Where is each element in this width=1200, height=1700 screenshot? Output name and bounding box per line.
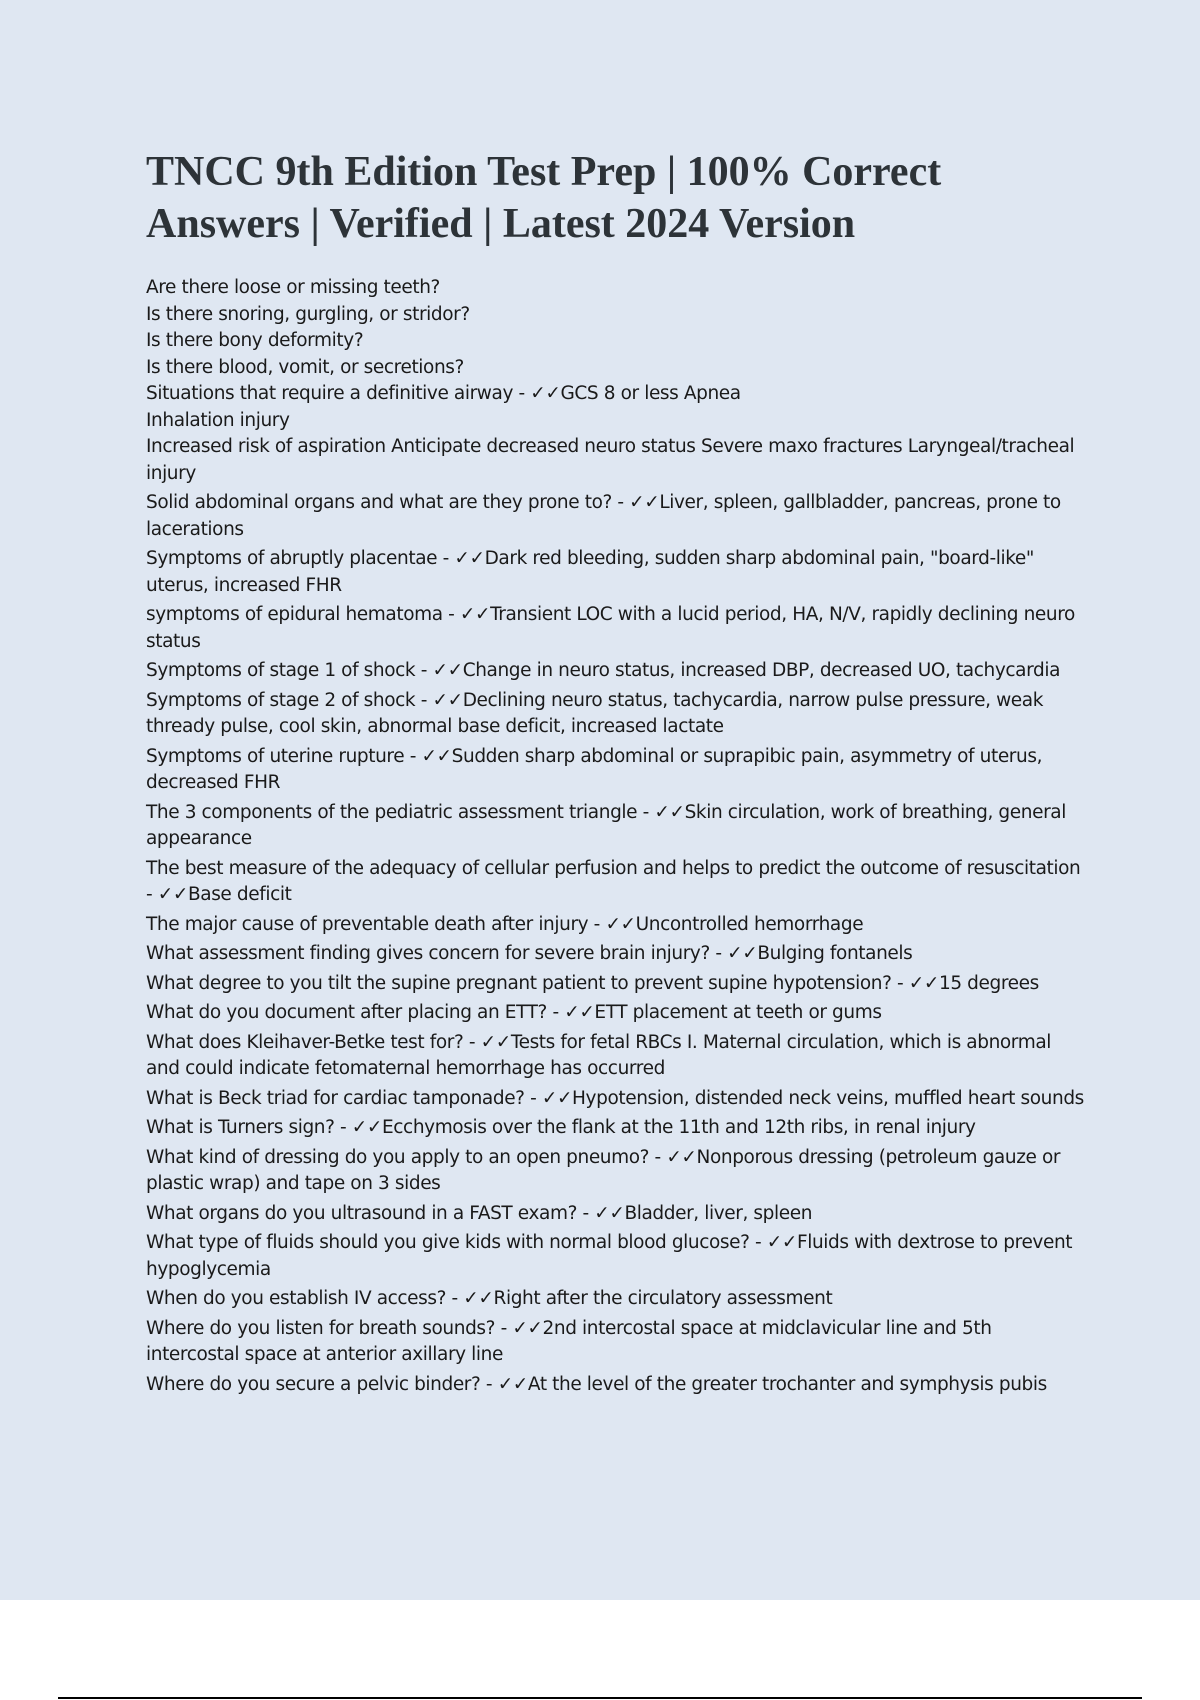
qa-answer: GCS 8 or less Apnea Inhalation injury Increased risk of aspiration Anticipate decreased neuro status Severe maxo fractures Laryngeal/tracheal injury [146, 383, 1075, 484]
qa-answer: Nonporous dressing (petroleum gauze or plastic wrap) and tape on 3 sides [146, 1146, 1061, 1194]
qa-item [146, 744, 1086, 797]
qa-item [146, 971, 1086, 998]
check-mark-icon: ✓✓ [564, 1002, 595, 1023]
qa-answer: Transient LOC with a lucid period, HA, N/V, rapidly declining neuro status [146, 604, 1075, 652]
check-mark-icon: ✓✓ [432, 660, 463, 681]
qa-question: What do you document after placing an ETT? - [146, 1002, 565, 1023]
check-mark-icon: ✓✓ [459, 604, 491, 625]
qa-answer: 2nd intercostal space at midclavicular line and 5th intercostal space at anterior axillary line [146, 1317, 992, 1365]
check-mark-icon: ✓✓ [432, 689, 463, 711]
check-mark-icon: ✓✓ [421, 745, 452, 767]
qa-question: What organs do you ultrasound in a FAST exam? - [146, 1202, 595, 1224]
qa-answer: Ecchymosis over the flank at the 11th and 12th ribs, in renal injury [381, 1117, 976, 1138]
check-mark-icon: ✓✓ [594, 1202, 625, 1224]
document-body [146, 275, 1086, 1401]
qa-answer: Right after the circulatory assessment [493, 1288, 833, 1309]
qa-answer: Uncontrolled hemorrhage [635, 913, 864, 935]
check-mark-icon: ✓✓ [512, 1317, 543, 1339]
qa-item [146, 381, 1086, 487]
qa-item [146, 1115, 1086, 1142]
intro-line: Are there loose or missing teeth? [146, 277, 440, 298]
qa-item [146, 546, 1086, 599]
check-mark-icon: ✓✓ [727, 943, 758, 964]
footer-divider [58, 1697, 1142, 1699]
qa-question: Symptoms of stage 2 of shock - [146, 689, 433, 711]
qa-question: Symptoms of stage 1 of shock - [146, 660, 433, 681]
qa-item [146, 941, 1086, 968]
check-mark-icon: ✓✓ [766, 1232, 797, 1253]
check-mark-icon: ✓✓ [605, 913, 636, 935]
qa-item [146, 688, 1086, 741]
intro-line: Is there snoring, gurgling, or stridor? [146, 303, 470, 325]
qa-item [146, 1000, 1086, 1027]
qa-item [146, 1286, 1086, 1313]
qa-question: The major cause of preventable death after injury - [146, 913, 606, 935]
qa-question: Situations that require a definitive airway - [146, 383, 531, 404]
qa-answer: ETT placement at teeth or gums [594, 1002, 882, 1023]
qa-question: What is Turners sign? - [146, 1117, 352, 1138]
check-mark-icon: ✓✓ [654, 801, 685, 823]
qa-answer: Base deficit [187, 884, 292, 905]
qa-question: What is Beck triad for cardiac tamponade? - [146, 1087, 542, 1109]
qa-item [146, 658, 1086, 685]
qa-question: Symptoms of abruptly placentae - [146, 548, 455, 569]
qa-answer: Tests for fetal RBCs I. Maternal circulation, which is abnormal and could indicate fetomaternal hemorrhage has occurred [146, 1031, 1051, 1079]
qa-answer: Bulging fontanels [757, 943, 913, 964]
intro-lines [146, 275, 1086, 381]
check-mark-icon: ✓✓ [157, 884, 188, 905]
check-mark-icon: ✓✓ [497, 1373, 528, 1395]
qa-question: What type of fluids should you give kids with normal blood glucose? - [146, 1232, 767, 1253]
intro-line: Is there bony deformity? [146, 330, 364, 351]
qa-question: What degree to you tilt the supine pregnant patient to prevent supine hypotension? - [146, 972, 909, 994]
qa-item [146, 912, 1086, 939]
qa-question: Solid abdominal organs and what are they prone to? - [146, 492, 630, 513]
qa-item [146, 1230, 1086, 1283]
check-mark-icon: ✓✓ [351, 1117, 382, 1138]
qa-question: Where do you secure a pelvic binder? - [146, 1373, 498, 1395]
qa-answer: Bladder, liver, spleen [624, 1202, 813, 1224]
document-title: TNCC 9th Edition Test Prep | 100% Correct Answers | Verified | Latest 2024 Version [146, 149, 942, 247]
qa-list [146, 381, 1086, 1398]
qa-answer: Declining neuro status, tachycardia, narrow pulse pressure, weak thready pulse, cool skin, abnormal base deficit, increased lactate [146, 689, 1044, 737]
qa-answer: 15 degrees [938, 972, 1039, 994]
qa-item [146, 490, 1086, 543]
qa-item [146, 602, 1086, 655]
qa-answer: Sudden sharp abdominal or suprapibic pain, asymmetry of uterus, decreased FHR [146, 745, 1043, 793]
qa-answer: Liver, spleen, gallbladder, pancreas, prone to lacerations [146, 492, 1061, 540]
qa-item [146, 1201, 1086, 1228]
check-mark-icon: ✓✓ [480, 1031, 511, 1053]
qa-item [146, 800, 1086, 853]
check-mark-icon: ✓✓ [541, 1087, 573, 1109]
qa-question: What does Kleihaver-Betke test for? - [146, 1031, 481, 1053]
qa-question: The 3 components of the pediatric assessment triangle - [146, 801, 655, 823]
qa-answer: Hypotension, distended neck veins, muffled heart sounds [572, 1087, 1084, 1109]
qa-question: Symptoms of uterine rupture - [146, 745, 422, 767]
qa-question: Where do you listen for breath sounds? - [146, 1317, 513, 1339]
check-mark-icon: ✓✓ [666, 1146, 697, 1168]
qa-item [146, 1316, 1086, 1369]
check-mark-icon: ✓✓ [463, 1288, 494, 1309]
qa-answer: Change in neuro status, increased DBP, decreased UO, tachycardia [462, 660, 1060, 681]
intro-line: Is there blood, vomit, or secretions? [146, 356, 464, 378]
qa-question: What kind of dressing do you apply to an open pneumo? - [146, 1146, 667, 1168]
qa-question: What assessment finding gives concern for severe brain injury? - [146, 943, 728, 964]
check-mark-icon: ✓✓ [908, 972, 939, 994]
check-mark-icon: ✓✓ [454, 548, 485, 569]
qa-item [146, 856, 1086, 909]
qa-item [146, 1145, 1086, 1198]
qa-answer: Dark red bleeding, sudden sharp abdominal pain, "board-like" uterus, increased FHR [146, 548, 1035, 596]
qa-question: The best measure of the adequacy of cellular perfusion and helps to predict the outcome of resuscitation - [146, 857, 1081, 905]
qa-answer: Skin circulation, work of breathing, general appearance [146, 801, 1066, 849]
qa-question: symptoms of epidural hematoma - [146, 604, 460, 625]
qa-question: When do you establish IV access? - [146, 1288, 464, 1309]
qa-item [146, 1372, 1086, 1399]
qa-item [146, 1030, 1086, 1083]
qa-answer: Fluids with dextrose to prevent hypoglycemia [146, 1232, 1073, 1280]
qa-answer: At the level of the greater trochanter and symphysis pubis [527, 1373, 1047, 1395]
qa-item [146, 1086, 1086, 1113]
check-mark-icon: ✓✓ [530, 383, 561, 404]
check-mark-icon: ✓✓ [629, 492, 660, 513]
